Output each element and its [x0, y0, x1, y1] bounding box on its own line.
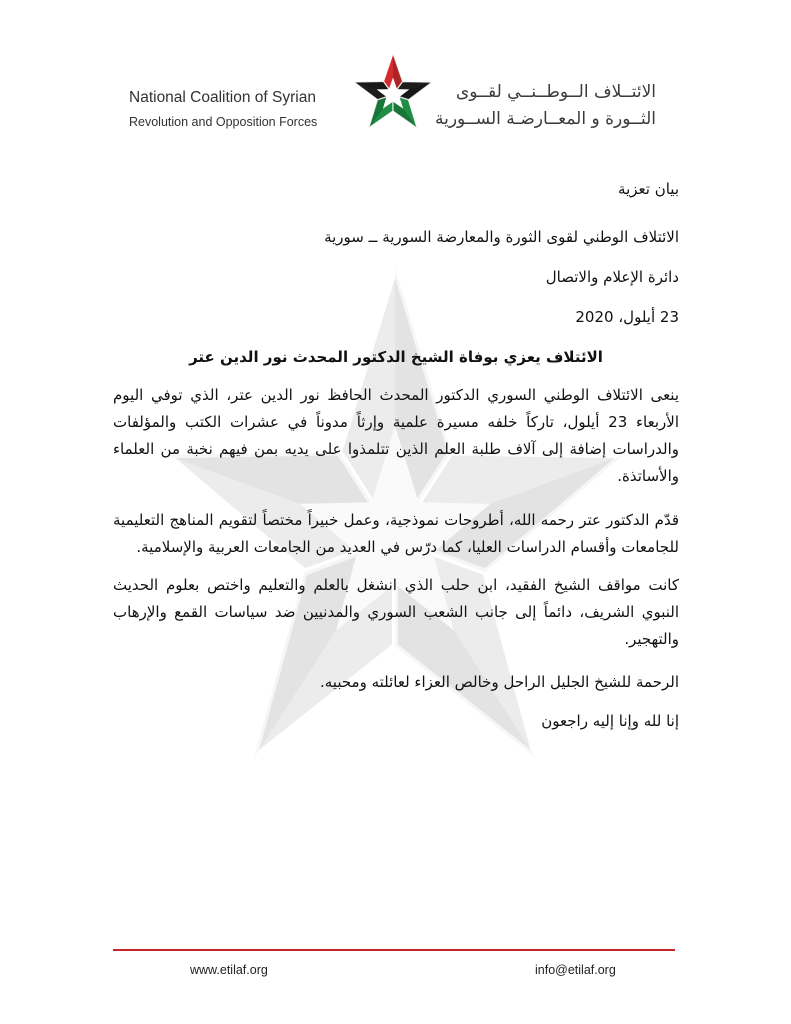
- org-name-english: [129, 88, 317, 131]
- statement-closing: الرحمة للشيخ الجليل الراحل وخالص العزاء لعائلته ومحبيه.: [319, 673, 679, 691]
- statement-paragraph: ينعى الائتلاف الوطني السوري الدكتور المحدث الحافظ نور الدين عتر، الذي توفي اليوم الأربعاء 23 أيلول، تاركاً خلفه مسيرة علمية وإرثاً مدوناً في عشرات الكتب والمؤلفات والدراسات إضافة إلى آلاف طلبة العلم الذين تتلمذوا على يديه بمن فيهم نخبة من العلماء والأساتذة.: [113, 386, 679, 485]
- org-name-english-line2: Revolution and Opposition Forces: [129, 115, 318, 129]
- org-name-arabic: [434, 80, 656, 131]
- coalition-logo-icon: [349, 50, 437, 136]
- statement-date: 23 أيلول، 2020: [575, 308, 679, 326]
- org-name-arabic-line1: الائتــلاف الــوطــنــي لقــوى: [455, 82, 656, 102]
- statement-department: دائرة الإعلام والاتصال: [545, 268, 679, 286]
- statement-paragraph: قدّم الدكتور عتر رحمه الله، أطروحات نموذجية، وعمل خبيراً مختصاً لتقويم المناهج التعليمية للجامعات وأقسام الدراسات العليا، كما درّس في العديد من الجامعات العربية والإسلامية.: [113, 511, 679, 556]
- statement-body: [113, 176, 679, 735]
- footer-website-link[interactable]: www.etilaf.org: [190, 963, 268, 977]
- footer-rule: [113, 949, 675, 951]
- statement-issuer: الائتلاف الوطني لقوى الثورة والمعارضة السورية ــ سورية: [324, 228, 679, 246]
- statement-title: الائتلاف يعزي بوفاة الشيخ الدكتور المحدث نور الدين عتر: [189, 348, 603, 366]
- statement-type: بيان تعزية: [618, 180, 679, 198]
- org-name-arabic-line2: الثــورة و المعــارضـة الســورية: [435, 109, 656, 129]
- statement-paragraph: كانت مواقف الشيخ الفقيد، ابن حلب الذي انشغل بالعلم والتعليم واختص بعلوم الحديث النبوي الشريف، دائماً إلى جانب الشعب السوري والمدنيين ضد سياسات القمع والإرهاب والتهجير.: [113, 576, 679, 648]
- footer-email-link[interactable]: info@etilaf.org: [535, 963, 616, 977]
- statement-final-line: إنا لله وإنا إليه راجعون: [541, 712, 679, 730]
- org-name-english-line1: National Coalition of Syrian: [129, 89, 316, 106]
